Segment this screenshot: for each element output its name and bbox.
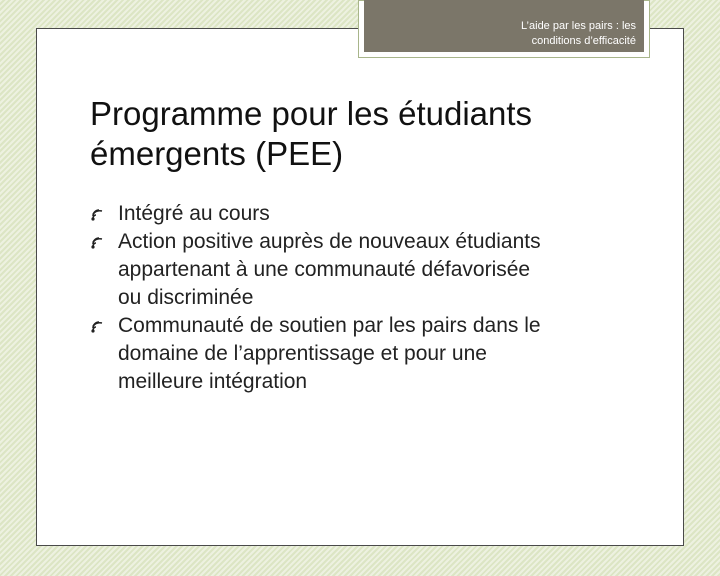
header-text xyxy=(396,19,636,49)
bullet-2-line-3: ou discriminée xyxy=(118,286,254,309)
bullet-3-line-2: domaine de l’apprentissage et pour une xyxy=(118,342,487,365)
slide-title xyxy=(90,94,650,174)
bullet-item-3 xyxy=(90,312,630,396)
bullet-3-line-3: meilleure intégration xyxy=(118,370,308,393)
slide-title-line2: émergents (PEE) xyxy=(90,135,344,172)
wifi-signal-icon xyxy=(90,319,108,333)
bullet-list xyxy=(90,200,630,396)
wifi-signal-icon xyxy=(90,207,108,221)
bullet-3-line-1: Communauté de soutien par les pairs dans le xyxy=(118,314,541,337)
bullet-2-line-1: Action positive auprès de nouveaux étudiants xyxy=(118,230,541,253)
wifi-signal-icon xyxy=(90,235,108,249)
header-text-line2: conditions d’efficacité xyxy=(531,35,636,47)
bullet-2-line-2: appartenant à une communauté défavorisée xyxy=(118,258,531,281)
bullet-item-1 xyxy=(90,200,630,228)
slide-title-line1: Programme pour les étudiants xyxy=(90,95,533,132)
bullet-item-2 xyxy=(90,228,630,312)
bullet-1-line-1: Intégré au cours xyxy=(118,202,270,225)
header-text-line1: L’aide par les pairs : les xyxy=(521,20,636,32)
header-panel xyxy=(364,0,644,52)
